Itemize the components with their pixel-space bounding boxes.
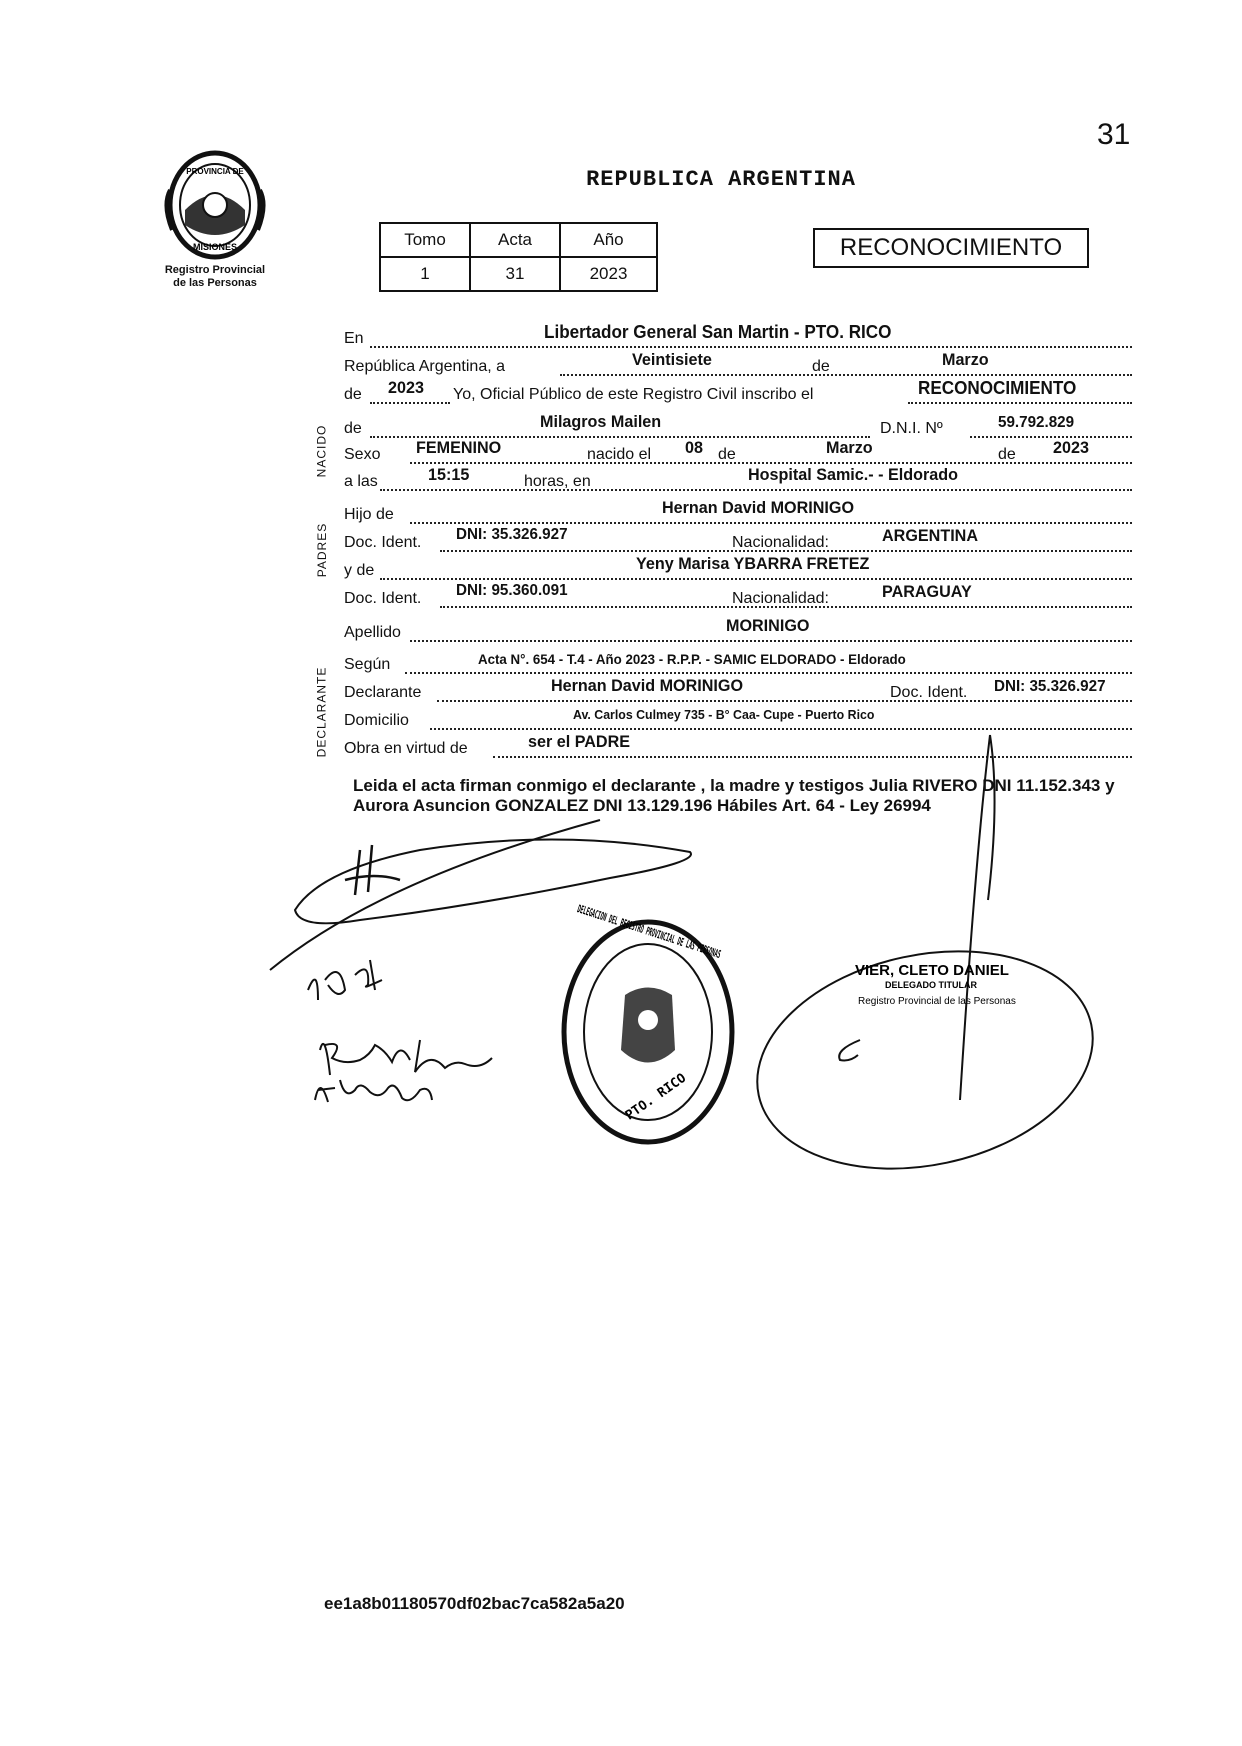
witness-signature-rivero <box>320 1040 492 1075</box>
value-mes: Marzo <box>942 350 989 369</box>
label-hijo: Hijo de <box>344 506 394 523</box>
value-doc2: DNI: 95.360.091 <box>456 582 568 599</box>
seal-top-text: PROVINCIA DE <box>186 167 244 176</box>
label-doc2: Doc. Ident. <box>344 590 422 607</box>
declarant-signature-loop <box>295 839 691 923</box>
section-label-declarante: DECLARANTE <box>314 666 329 758</box>
value-anio: 2023 <box>388 378 424 397</box>
witness-signature-gonzalez <box>315 1080 432 1102</box>
label-decl-doc: Doc. Ident. <box>890 684 968 701</box>
label-obra: Obra en virtud de <box>344 740 468 757</box>
value-apellido: MORINIGO <box>726 616 810 635</box>
registry-line1: Registro Provincial <box>164 264 266 276</box>
label-nac1: Nacionalidad: <box>732 534 829 551</box>
value-domicilio: Av. Carlos Culmey 735 - B° Caa- Cupe - Puerto Rico <box>573 707 875 722</box>
value-anio: 2023 <box>560 257 657 291</box>
header-acta: Acta <box>470 223 560 257</box>
value-dia: Veintisiete <box>632 350 712 369</box>
country-text: REPUBLICA ARGENTINA <box>586 167 856 192</box>
label-segun: Según <box>344 656 391 673</box>
label-dni: D.N.I. Nº <box>880 420 943 437</box>
label-nacido: nacido el <box>587 446 652 463</box>
value-hora: 15:15 <box>428 465 470 484</box>
value-acta: 31 <box>470 257 560 291</box>
label-de: de <box>812 358 830 375</box>
value-sexo: FEMENINO <box>416 438 502 457</box>
delegation-stamp <box>564 902 895 1142</box>
label-horas: horas, en <box>524 473 591 490</box>
label-doc1: Doc. Ident. <box>344 534 422 551</box>
value-madre: Yeny Marisa YBARRA FRETEZ <box>636 554 870 573</box>
value-nac-dia: 08 <box>685 438 703 457</box>
registry-line2: de las Personas <box>173 277 257 289</box>
official-signature-stroke <box>960 735 995 1100</box>
stamp-ring-text: DELEGACION DEL REGISTRO PROVINCIAL DE LAS PERSONAS <box>575 902 895 1018</box>
value-decl-doc: DNI: 35.326.927 <box>994 678 1106 695</box>
value-dni: 59.792.829 <box>998 414 1075 431</box>
value-tomo: 1 <box>380 257 470 291</box>
official-org: Registro Provincial de las Personas <box>858 996 1016 1007</box>
value-nac-mes: Marzo <box>826 438 873 457</box>
label-nac2: Nacionalidad: <box>732 590 829 607</box>
closing-statement: Leida el acta firman conmigo el declarante , la madre y testigos Julia RIVERO DNI 11.152.343 y Aurora Asuncion GONZALEZ DNI 13.129.196 Hábiles Art. 64 - Ley 26994 <box>353 776 1115 815</box>
official-title: DELEGADO TITULAR <box>885 980 977 990</box>
header-anio: Año <box>560 223 657 257</box>
value-declarante: Hernan David MORINIGO <box>551 676 744 695</box>
label-yde: y de <box>344 562 375 579</box>
value-doc1: DNI: 35.326.927 <box>456 526 568 543</box>
section-label-nacido: NACIDO <box>314 424 329 478</box>
record-type-box: RECONOCIMIENTO <box>813 228 1089 268</box>
mother-signature <box>308 960 382 1000</box>
label-en: En <box>344 330 364 347</box>
value-obra: ser el PADRE <box>528 732 631 751</box>
value-nac1: ARGENTINA <box>882 526 979 545</box>
seal-bottom-text: MISIONES <box>192 242 238 252</box>
value-segun: Acta N°. 654 - T.4 - Año 2023 - R.P.P. - SAMIC ELDORADO - Eldorado <box>478 651 906 667</box>
value-tipo: RECONOCIMIENTO <box>918 378 1077 398</box>
label-sexo: Sexo <box>344 446 381 463</box>
label-republica: República Argentina, a <box>344 358 505 375</box>
label-a-las: a las <box>344 473 378 490</box>
label-de2: de <box>344 386 362 403</box>
value-nac-anio: 2023 <box>1053 438 1089 457</box>
declarant-signature-stroke <box>270 820 600 970</box>
value-lugar: Hospital Samic.- - Eldorado <box>748 465 958 484</box>
label-yo: Yo, Oficial Público de este Registro Civil inscribo el <box>453 386 814 403</box>
page-number: 31 <box>1097 118 1131 151</box>
label-nac-de2: de <box>998 446 1016 463</box>
header-tomo: Tomo <box>380 223 470 257</box>
section-label-padres: PADRES <box>315 522 330 578</box>
label-apellido: Apellido <box>344 624 401 641</box>
value-en: Libertador General San Martin - PTO. RICO <box>544 322 892 342</box>
value-nac2: PARAGUAY <box>882 582 972 601</box>
declarant-initials <box>345 845 400 895</box>
label-declarante: Declarante <box>344 684 422 701</box>
official-name: VIER, CLETO DANIEL <box>855 962 1009 979</box>
label-nac-de: de <box>718 446 736 463</box>
value-padre: Hernan David MORINIGO <box>662 498 855 517</box>
label-domicilio: Domicilio <box>344 712 409 729</box>
document-hash: ee1a8b01180570df02bac7ca582a5a20 <box>324 1594 625 1613</box>
label-de3: de <box>344 420 362 437</box>
value-nombre: Milagros Mailen <box>540 412 662 431</box>
stamp-center-text: PTO. RICO <box>622 1070 690 1124</box>
